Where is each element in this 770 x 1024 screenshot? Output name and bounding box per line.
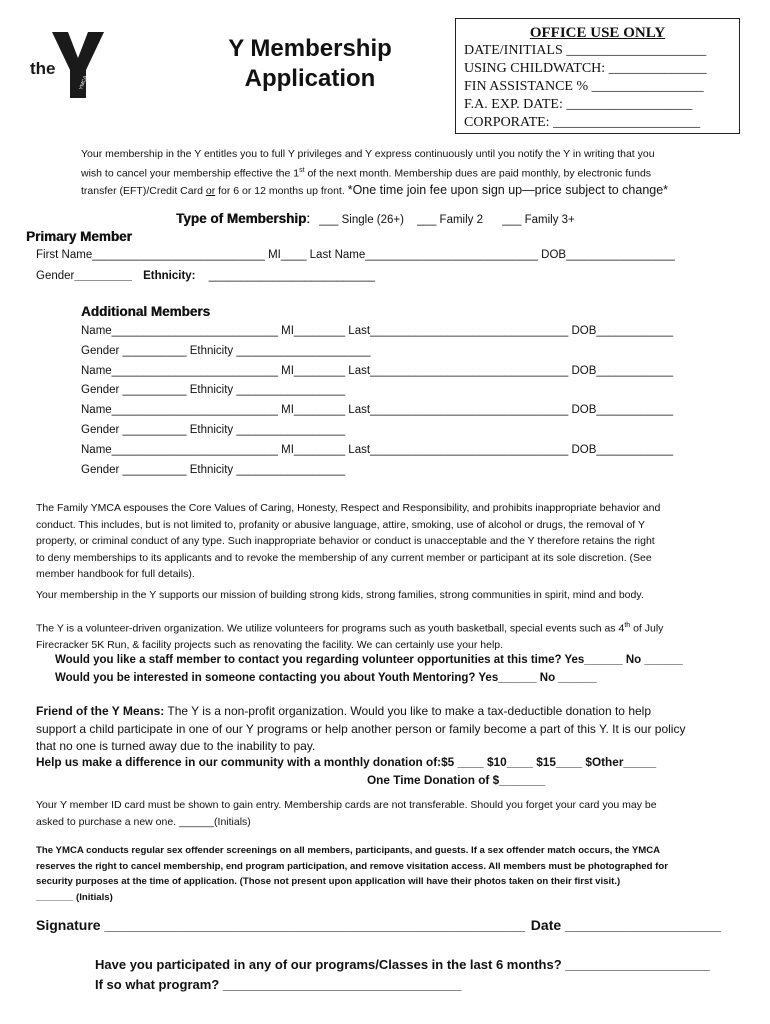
membership-type-row: Type of Membership: ___ Single (26+) ___ Family 2 ___ Family 3+ [176,211,575,226]
office-fin-assistance-field[interactable]: FIN ASSISTANCE % ________________ [464,79,704,94]
friend-of-y-label: Friend of the Y Means: [36,704,165,718]
option-family-2[interactable]: ___ Family 2 [417,214,484,226]
option-family-3-plus[interactable]: ___ Family 3+ [502,214,575,226]
ymca-logo [30,30,110,100]
additional-members-list [81,322,673,480]
logo-ymca-label: YMCA [78,75,89,91]
office-fa-exp-date-field[interactable]: F.A. EXP. DATE: __________________ [464,97,693,112]
additional-member-gender-row[interactable]: Gender __________ Ethnicity _________________ [81,463,346,476]
date-field[interactable]: Date ____________________ [530,917,721,933]
primary-gender-field[interactable]: _________ [74,270,132,282]
additional-member-name-row[interactable]: Name__________________________ MI________ Last_______________________________ DOB____________ [81,364,674,377]
logo-wordmark: the [30,59,56,78]
office-date-initials-field[interactable]: DATE/INITIALS ____________________ [464,43,707,58]
additional-member-name-row[interactable]: Name__________________________ MI________ Last_______________________________ DOB____________ [81,443,674,456]
additional-member-gender-row[interactable]: Gender __________ Ethnicity _____________________ [81,344,371,357]
primary-ethnicity-label: Ethnicity: [143,270,196,282]
primary-gender-label: Gender [36,270,75,282]
intro-paragraph [81,146,731,199]
additional-members-heading: Additional Members [81,304,211,319]
id-card-initials-field[interactable]: asked to purchase a new one. ______(Initials) [36,815,251,828]
primary-member-heading: Primary Member [26,229,132,244]
signature-row [36,917,721,933]
id-card-paragraph: Your Y member ID card must be shown to gain entry. Membership cards are not transferable. Should you forget your card you may be asked to purchase a new one. ______(Initials) [36,797,736,830]
screening-initials-field[interactable]: _______ (Initials) [36,891,113,903]
office-corporate-field[interactable]: CORPORATE: _____________________ [464,115,701,130]
office-use-heading: OFFICE USE ONLY [529,25,666,41]
office-childwatch-field[interactable]: USING CHILDWATCH: ______________ [464,61,707,76]
ymca-y-logo-icon [30,30,110,100]
option-single[interactable]: ___ Single (26+) [319,214,404,226]
core-values-paragraph: The Family YMCA espouses the Core Values of Caring, Honesty, Respect and Responsibility, and prohibits inappropriate behavior and conduct. This includes, but is not limited to, profanity or abusive language, attire, smoking, use of alcohol or drugs, the removal of Y property, or criminal conduct of any type. Such inappropriate behavior or conduct is unacceptable and the Y therefore retains the right to deny memberships to its applicants and to revoke the membership of any current member or participant at its sole discretion. (See member handbook for full details). [36,502,661,580]
additional-member-name-row[interactable]: Name__________________________ MI________ Last_______________________________ DOB____________ [81,325,674,337]
additional-member-gender-row[interactable]: Gender __________ Ethnicity _________________ [81,384,346,397]
join-fee-note: *One time join fee upon sign up—price subject to change* [347,182,669,197]
primary-ethnicity-field[interactable]: __________________________ [208,270,376,282]
monthly-donation-field[interactable]: Help us make a difference in our community with a monthly donation of:$5 ____ $10____ $15____ $Other_____ [36,755,657,769]
title-line-1: Y Membership [228,35,392,62]
intro-line-3: transfer (EFT)/Credit Card or for 6 or 12 months up front. *One time join fee upon sign up—price subject to change* [81,182,669,197]
intro-line-2: wish to cancel your membership effective the 1st of the next month. Membership dues are paid monthly, by electronic funds [81,166,652,179]
primary-name-fields[interactable]: First Name___________________________ MI____ Last Name___________________________ DOB_________________ [36,249,675,261]
primary-gender-row [36,270,375,282]
page-title [205,34,415,94]
signature-field[interactable]: Signature ______________________________________________________ [36,917,525,933]
friend-of-y-paragraph: Friend of the Y Means: The Y is a non-profit organization. Would you like to make a tax-deductible donation to help support a child participate in one of our Y programs or help another person or family become a part of this Y. It is our policy that no one is turned away due to the inability to pay. [36,704,686,753]
one-time-donation-field[interactable]: One Time Donation of $_______ [367,773,546,787]
volunteer-questions [55,651,683,687]
title-line-2: Application [244,65,376,92]
mentoring-question[interactable]: Would you be interested in someone contacting you about Youth Mentoring? Yes______ No ______ [55,672,597,684]
mission-statement: Your membership in the Y supports our mission of building strong kids, strong families, strong communities in spirit, mind and body. [36,589,644,601]
intro-line-1: Your membership in the Y entitles you to full Y privileges and Y express continuously until you notify the Y in writing that you [81,148,655,160]
screening-paragraph: The YMCA conducts regular sex offender screenings on all members, participants, and guests. If a sex offender match occurs, the YMCA reserves the right to cancel membership, end program participation, and remove visitation access. All members must be photographed for security purposes at the time of application. (Those not present upon application will have their photos taken on their first visit.) _______ (Initials) [36,843,741,905]
volunteer-contact-question[interactable]: Would you like a staff member to contact you regarding volunteer opportunities at this time? Yes______ No ______ [55,654,683,666]
programs-participation-field[interactable]: Have you participated in any of our programs/Classes in the last 6 months? ____________________ [95,957,710,972]
office-use-box [455,18,740,134]
programs-questions [95,955,710,995]
additional-member-name-row[interactable]: Name__________________________ MI________ Last_______________________________ DOB____________ [81,404,674,417]
membership-type-label: Type of Membership [176,211,307,226]
volunteer-paragraph: The Y is a volunteer-driven organization. We utilize volunteers for programs such as youth basketball, special events such as 4th of July Firecracker 5K Run, & facility projects such as renovating the facility. We can certainly use your help. [36,622,664,651]
additional-member-gender-row[interactable]: Gender __________ Ethnicity _________________ [81,423,346,436]
program-name-field[interactable]: If so what program? _________________________________ [95,977,462,992]
